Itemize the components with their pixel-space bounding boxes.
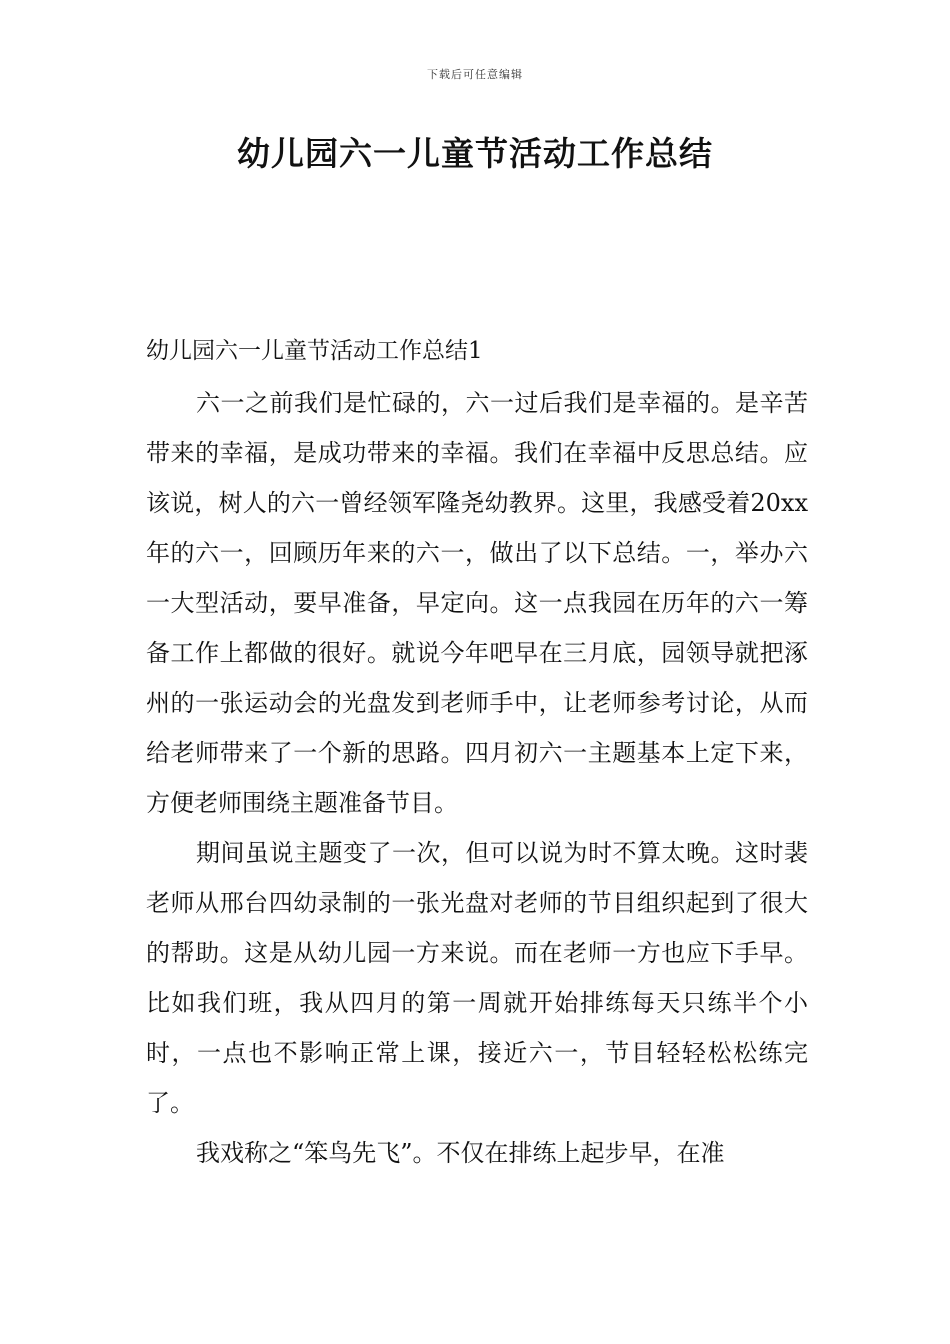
paragraph-1: 六一之前我们是忙碌的，六一过后我们是幸福的。是辛苦带来的幸福，是成功带来的幸福。我们在幸福中反思总结。应该说，树人的六一曾经领军隆尧幼教界。这里，我感受着20xx年的六一，回顾历年来的六一，做出了以下总结。一，举办六一大型活动，要早准备，早定向。这一点我园在历年的六一筹备工作上都做的很好。就说今年吧早在三月底，园领导就把涿州的一张运动会的光盘发到老师手中，让老师参考讨论，从而给老师带来了一个新的思路。四月初六一主题基本上定下来，方便老师围绕主题准备节目。 xyxy=(146,389,808,817)
paragraph-3: 我戏称之“笨鸟先飞”。不仅在排练上起步早，在准 xyxy=(196,1139,725,1167)
paragraph-2: 期间虽说主题变了一次，但可以说为时不算太晚。这时裴老师从邢台四幼录制的一张光盘对老师的节目组织起到了很大的帮助。这是从幼儿园一方来说。而在老师一方也应下手早。比如我们班，我从四月的第一周就开始排练每天只练半个小时，一点也不影响正常上课，接近六一，节目轻轻松松练完了。 xyxy=(146,839,808,1117)
document-title: 幼儿园六一儿童节活动工作总结 xyxy=(237,134,713,173)
section-heading: 幼儿园六一儿童节活动工作总结1 xyxy=(146,338,483,364)
body-text xyxy=(146,378,808,1178)
header-note: 下载后可任意编辑 xyxy=(427,68,523,81)
